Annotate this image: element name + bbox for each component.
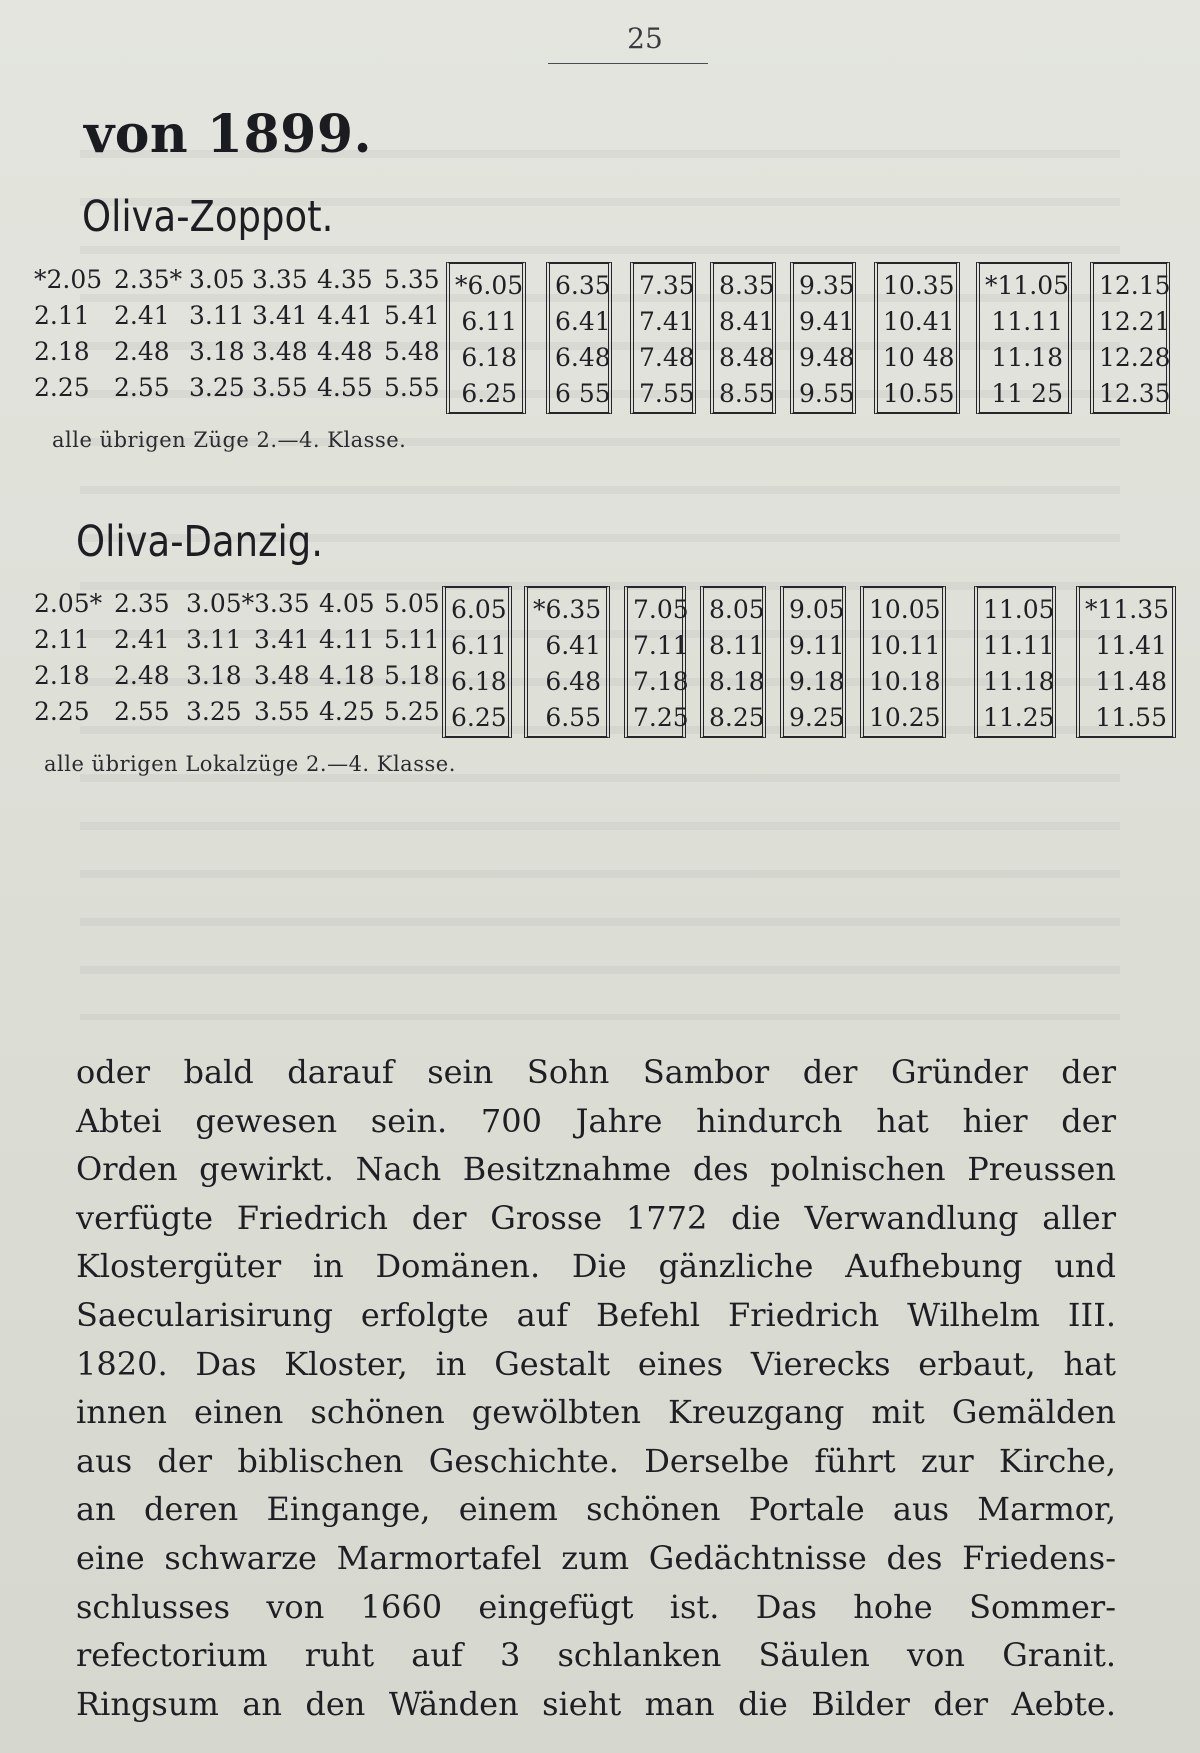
departure-time: 2.35* bbox=[114, 265, 183, 294]
time-column bbox=[114, 262, 182, 406]
time-column bbox=[34, 586, 102, 730]
departure-time: 2.35 bbox=[114, 589, 170, 618]
time-column bbox=[317, 262, 373, 406]
departure-time: 5.55 bbox=[384, 373, 440, 402]
departure-time: 6.48 bbox=[555, 343, 611, 372]
body-text-line: Klostergüter in Domänen. Die gänzliche Aufhebung und bbox=[76, 1247, 1116, 1286]
boxed-time-column bbox=[976, 262, 1072, 414]
departure-time: 11.18 bbox=[991, 343, 1063, 372]
departure-time: 5.48 bbox=[384, 337, 440, 366]
departure-time: 12.35 bbox=[1099, 379, 1171, 408]
section-title-oliva-danzig: Oliva-Danzig. bbox=[76, 517, 324, 567]
departure-time: 12.21 bbox=[1099, 307, 1171, 336]
departure-time: 7.11 bbox=[633, 631, 689, 660]
departure-time: 9.48 bbox=[799, 343, 855, 372]
departure-time: 4.41 bbox=[317, 301, 373, 330]
departure-time: 2.55 bbox=[114, 373, 170, 402]
boxed-time-column bbox=[1076, 586, 1176, 738]
body-text-line: oder bald darauf sein Sohn Sambor der Gründer der bbox=[76, 1053, 1116, 1091]
time-column bbox=[252, 262, 308, 406]
time-column bbox=[384, 586, 440, 730]
departure-time: 11.11 bbox=[991, 307, 1063, 336]
departure-time: 4.05 bbox=[319, 589, 375, 618]
departure-time: 9.18 bbox=[789, 667, 845, 696]
body-text-line: 1820. Das Kloster, in Gestalt eines Vierecks erbaut, hat bbox=[76, 1344, 1116, 1383]
departure-time: 3.35 bbox=[252, 265, 308, 294]
departure-time: 10.41 bbox=[883, 307, 955, 336]
departure-time: 11.48 bbox=[1095, 667, 1167, 696]
departure-time: 2.11 bbox=[34, 301, 90, 330]
time-column bbox=[189, 262, 245, 406]
boxed-time-column bbox=[780, 586, 846, 738]
departure-time: *11.05 bbox=[985, 271, 1070, 300]
departure-time: 3.41 bbox=[252, 301, 308, 330]
departure-time: 3.48 bbox=[252, 337, 308, 366]
departure-time: 6.05 bbox=[451, 595, 507, 624]
departure-time: 6.25 bbox=[451, 703, 507, 732]
footnote-oliva-zoppot: alle übrigen Züge 2.—4. Klasse. bbox=[52, 428, 407, 452]
departure-time: 4.35 bbox=[317, 265, 373, 294]
departure-time: 8.48 bbox=[719, 343, 775, 372]
departure-time: 6.41 bbox=[545, 631, 601, 660]
departure-time: 4.48 bbox=[317, 337, 373, 366]
departure-time: 11.18 bbox=[983, 667, 1055, 696]
departure-time: 3.11 bbox=[186, 625, 242, 654]
body-text-line: Abtei gewesen sein. 700 Jahre hindurch hat hier der bbox=[76, 1101, 1116, 1140]
departure-time: 6.18 bbox=[461, 343, 517, 372]
departure-time: 4.18 bbox=[319, 661, 375, 690]
departure-time: 3.35 bbox=[254, 589, 310, 618]
departure-time: 2.18 bbox=[34, 337, 90, 366]
boxed-time-column bbox=[446, 262, 526, 414]
time-column bbox=[319, 586, 375, 730]
boxed-time-column bbox=[1090, 262, 1170, 414]
departure-time: 6.25 bbox=[461, 379, 517, 408]
body-text-paragraph bbox=[76, 1048, 1116, 1728]
page-number: 25 bbox=[627, 22, 663, 55]
footnote-oliva-danzig: alle übrigen Lokalzüge 2.—4. Klasse. bbox=[44, 752, 456, 776]
body-text-line: innen einen schönen gewölbten Kreuzgang mit Gemälden bbox=[76, 1393, 1116, 1432]
departure-time: 2.48 bbox=[114, 337, 170, 366]
departure-time: 10.25 bbox=[869, 703, 941, 732]
departure-time: 12.28 bbox=[1099, 343, 1171, 372]
departure-time: 9.25 bbox=[789, 703, 845, 732]
departure-time: 2.25 bbox=[34, 373, 90, 402]
departure-time: 2.25 bbox=[34, 697, 90, 726]
departure-time: 10 48 bbox=[883, 343, 955, 372]
boxed-time-column bbox=[710, 262, 776, 414]
body-text-line: refectorium ruht auf 3 schlanken Säulen von Granit. bbox=[76, 1636, 1116, 1675]
boxed-time-column bbox=[860, 586, 946, 738]
departure-time: 7.25 bbox=[633, 703, 689, 732]
body-text-line: schlusses von 1660 eingefügt ist. Das hohe Sommer- bbox=[76, 1587, 1116, 1626]
departure-time: *11.35 bbox=[1085, 595, 1170, 624]
departure-time: 2.41 bbox=[114, 301, 170, 330]
departure-time: 11.25 bbox=[983, 703, 1055, 732]
boxed-time-column bbox=[874, 262, 960, 414]
departure-time: 8.41 bbox=[719, 307, 775, 336]
departure-time: *2.05 bbox=[34, 265, 103, 294]
departure-time: 8.18 bbox=[709, 667, 765, 696]
departure-time: 3.05 bbox=[189, 265, 245, 294]
departure-time: 11.41 bbox=[1095, 631, 1167, 660]
body-text-line: Orden gewirkt. Nach Besitznahme des polnischen Preussen bbox=[76, 1150, 1116, 1189]
departure-time: 4.55 bbox=[317, 373, 373, 402]
departure-time: 3.11 bbox=[189, 301, 245, 330]
departure-time: 10.35 bbox=[883, 271, 955, 300]
departure-time: 6.48 bbox=[545, 667, 601, 696]
boxed-time-column bbox=[546, 262, 612, 414]
departure-time: 8.35 bbox=[719, 271, 775, 300]
body-text-line: verfügte Friedrich der Grosse 1772 die Verwandlung aller bbox=[76, 1198, 1116, 1237]
departure-time: 11.55 bbox=[1095, 703, 1167, 732]
time-column bbox=[34, 262, 102, 406]
departure-time: 10.55 bbox=[883, 379, 955, 408]
departure-time: 8.25 bbox=[709, 703, 765, 732]
departure-time: 11.11 bbox=[983, 631, 1055, 660]
boxed-time-column bbox=[790, 262, 856, 414]
time-column bbox=[114, 586, 170, 730]
boxed-time-column bbox=[974, 586, 1056, 738]
departure-time: 8.05 bbox=[709, 595, 765, 624]
bleed-through-shadow bbox=[80, 120, 1120, 1020]
departure-time: 2.11 bbox=[34, 625, 90, 654]
departure-time: 4.25 bbox=[319, 697, 375, 726]
departure-time: 3.55 bbox=[254, 697, 310, 726]
departure-time: 7.55 bbox=[639, 379, 695, 408]
departure-time: 11 25 bbox=[991, 379, 1063, 408]
departure-time: 5.25 bbox=[384, 697, 440, 726]
time-column bbox=[186, 586, 254, 730]
departure-time: 8.11 bbox=[709, 631, 765, 660]
departure-time: 5.41 bbox=[384, 301, 440, 330]
departure-time: 6.11 bbox=[461, 307, 517, 336]
departure-time: 9.11 bbox=[789, 631, 845, 660]
departure-time: 10.18 bbox=[869, 667, 941, 696]
departure-time: 8.55 bbox=[719, 379, 775, 408]
departure-time: 6.35 bbox=[555, 271, 611, 300]
body-text-line: Saecularisirung erfolgte auf Befehl Friedrich Wilhelm III. bbox=[76, 1295, 1116, 1334]
departure-time: 7.41 bbox=[639, 307, 695, 336]
departure-time: 12.15 bbox=[1099, 271, 1171, 300]
departure-time: 5.11 bbox=[384, 625, 440, 654]
departure-time: 3.25 bbox=[186, 697, 242, 726]
departure-time: 6 55 bbox=[555, 379, 611, 408]
departure-time: 9.55 bbox=[799, 379, 855, 408]
departure-time: 6.41 bbox=[555, 307, 611, 336]
boxed-time-column bbox=[624, 586, 689, 738]
departure-time: 5.35 bbox=[384, 265, 440, 294]
boxed-time-column bbox=[700, 586, 766, 738]
departure-time: 4.11 bbox=[319, 625, 375, 654]
body-text-line: an deren Eingange, einem schönen Portale aus Marmor, bbox=[76, 1490, 1116, 1529]
departure-time: 11.05 bbox=[983, 595, 1055, 624]
departure-time: 3.18 bbox=[186, 661, 242, 690]
departure-time: 7.18 bbox=[633, 667, 689, 696]
body-text-line: eine schwarze Marmortafel zum Gedächtnisse des Friedens- bbox=[76, 1538, 1116, 1577]
departure-time: 10.11 bbox=[869, 631, 941, 660]
time-column bbox=[384, 262, 440, 406]
departure-time: 9.35 bbox=[799, 271, 855, 300]
body-text-line: Ringsum an den Wänden sieht man die Bilder der Aebte. bbox=[76, 1684, 1116, 1723]
departure-time: 6.55 bbox=[545, 703, 601, 732]
departure-time: 3.55 bbox=[252, 373, 308, 402]
body-text-line: aus der biblischen Geschichte. Derselbe führt zur Kirche, bbox=[76, 1441, 1116, 1480]
departure-time: 7.48 bbox=[639, 343, 695, 372]
departure-time: 7.05 bbox=[633, 595, 689, 624]
departure-time: 2.05* bbox=[34, 589, 103, 618]
page-heading: von 1899. bbox=[84, 104, 373, 165]
departure-time: 2.48 bbox=[114, 661, 170, 690]
departure-time: 2.41 bbox=[114, 625, 170, 654]
departure-time: 3.25 bbox=[189, 373, 245, 402]
section-title-oliva-zoppot: Oliva-Zoppot. bbox=[82, 192, 334, 242]
departure-time: 3.18 bbox=[189, 337, 245, 366]
page-number-rule bbox=[548, 63, 708, 64]
boxed-time-column bbox=[442, 586, 512, 738]
departure-time: 3.05* bbox=[186, 589, 255, 618]
boxed-time-column bbox=[630, 262, 696, 414]
departure-time: 2.18 bbox=[34, 661, 90, 690]
departure-time: 9.41 bbox=[799, 307, 855, 336]
departure-time: 7.35 bbox=[639, 271, 695, 300]
boxed-time-column bbox=[524, 586, 610, 738]
departure-time: 3.48 bbox=[254, 661, 310, 690]
time-column bbox=[254, 586, 310, 730]
departure-time: 9.05 bbox=[789, 595, 845, 624]
departure-time: 10.05 bbox=[869, 595, 941, 624]
departure-time: 3.41 bbox=[254, 625, 310, 654]
departure-time: 5.18 bbox=[384, 661, 440, 690]
departure-time: 2.55 bbox=[114, 697, 170, 726]
departure-time: 5.05 bbox=[384, 589, 440, 618]
departure-time: *6.35 bbox=[533, 595, 602, 624]
departure-time: *6.05 bbox=[455, 271, 524, 300]
departure-time: 6.18 bbox=[451, 667, 507, 696]
departure-time: 6.11 bbox=[451, 631, 507, 660]
